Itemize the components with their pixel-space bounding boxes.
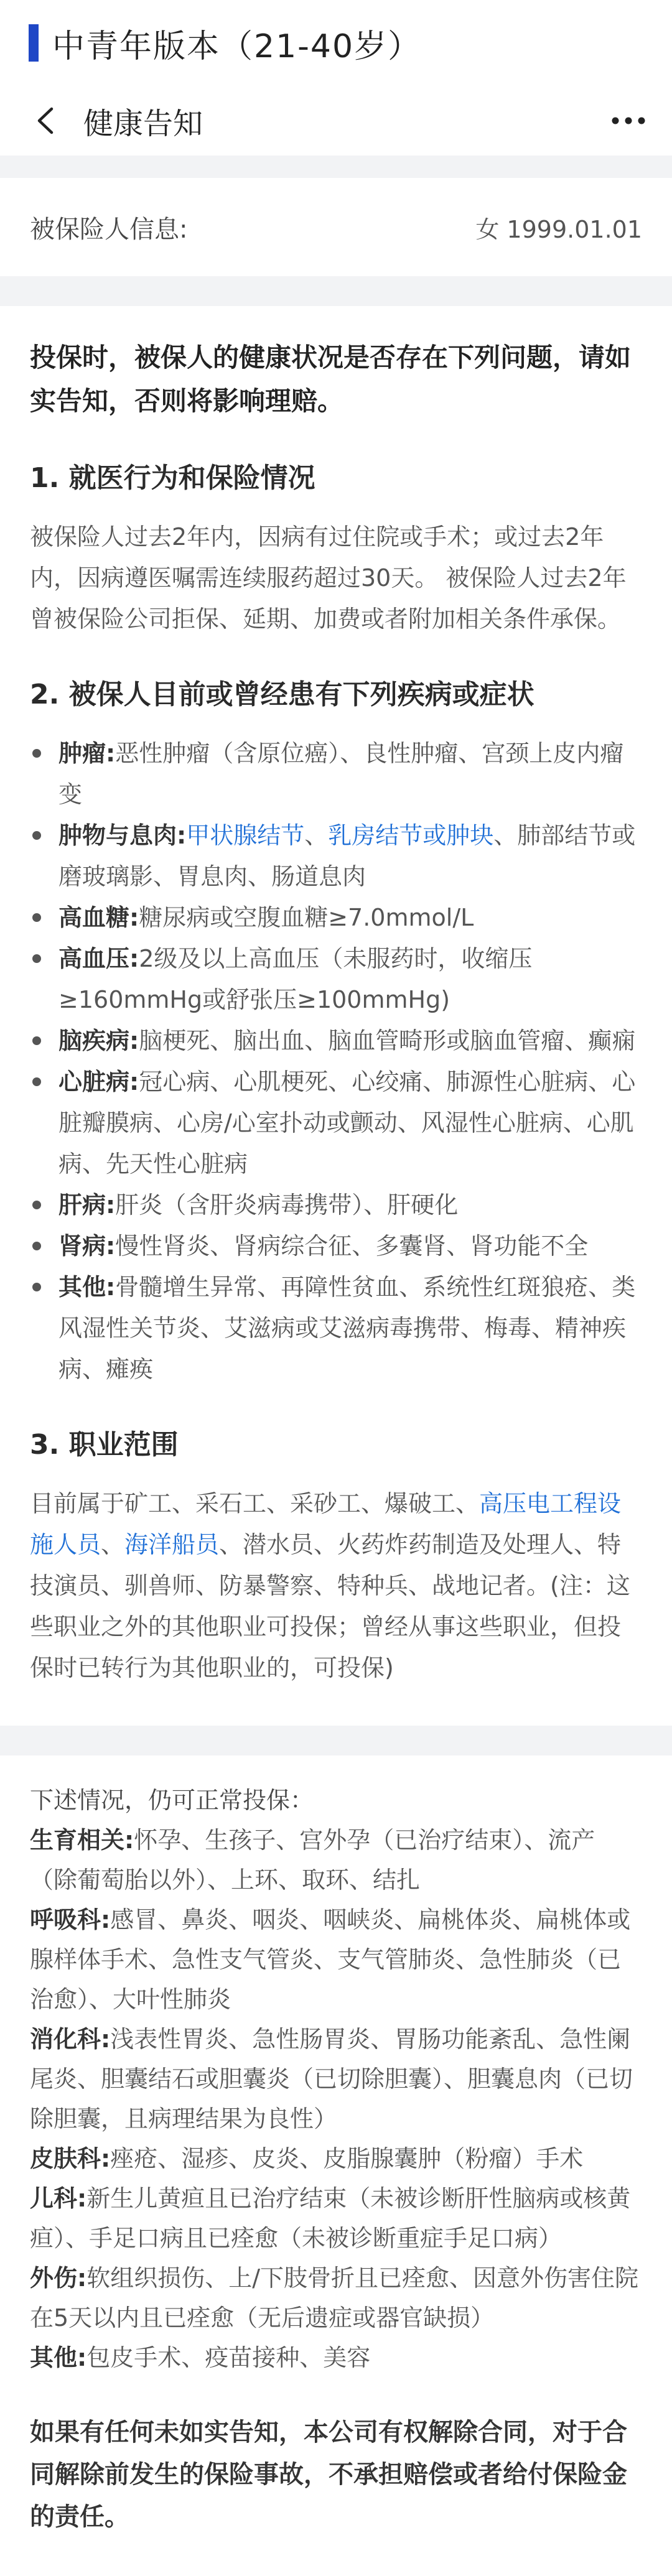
- insured-info-row: [0, 178, 672, 276]
- acceptable-item: [30, 2019, 642, 2139]
- acceptable-text: 浅表性胃炎、急性肠胃炎、胃肠功能紊乱、急性阑尾炎、胆囊结石或胆囊炎（已切除胆囊）、胆囊息肉（已切除胆囊，且病理结果为良性）: [30, 2025, 633, 2132]
- disease-list: [30, 733, 642, 1390]
- acceptable-text: 软组织损伤、上/下肢骨折且已痊愈、因意外伤害住院在5天以内且已痊愈（无后遗症或器官缺损）: [30, 2264, 639, 2332]
- marine-crew-link[interactable]: 海洋船员: [124, 1531, 220, 1558]
- section-divider: [0, 156, 672, 178]
- disease-label: 肾病:: [58, 1232, 116, 1260]
- disease-label: 肿瘤:: [58, 740, 116, 767]
- acceptable-text: 新生儿黄疸且已治疗结束（未被诊断肝性脑病或核黄疸）、手足口病且已痊愈（未被诊断重症手足口病）: [30, 2185, 631, 2252]
- acceptable-label: 消化科:: [30, 2025, 111, 2053]
- insured-info-value: 女 1999.01.01: [475, 215, 642, 243]
- disease-label: 高血糖:: [58, 904, 139, 931]
- thyroid-nodule-link[interactable]: 甲状腺结节: [186, 822, 305, 849]
- disease-text: 脑梗死、脑出血、脑血管畸形或脑血管瘤、癫痫: [139, 1027, 636, 1054]
- acceptable-text: 怀孕、生孩子、宫外孕（已治疗结束）、流产（除葡萄胎以外）、上环、取环、结扎: [30, 1826, 595, 1894]
- disease-text: 、肺部结节或磨玻璃影、胃息肉、肠道息肉: [58, 822, 636, 890]
- acceptable-text: 感冒、鼻炎、咽炎、咽峡炎、扁桃体炎、扁桃体或腺样体手术、急性支气管炎、支气管肺炎、急性肺炎（已治愈）、大叶性肺炎: [30, 1906, 631, 2013]
- bullet-dot: [32, 1283, 41, 1291]
- disease-text: 肝炎（含肝炎病毒携带）、肝硬化: [115, 1191, 459, 1219]
- disease-item-mass: [30, 815, 642, 897]
- version-title: 中青年版本（21-40岁）: [52, 27, 422, 65]
- acceptable-label: 儿科:: [30, 2185, 87, 2212]
- more-dots-icon[interactable]: [610, 105, 647, 137]
- disease-label: 其他:: [58, 1273, 116, 1301]
- occupation-text: 、潜水员、火药炸药制造及处理人、特技演员、驯兽师、防暴警察、特种兵、战地记者。(注：这些职业之外的其他职业可投保；曾经从事这些职业，但投保时已转行为其他职业的，可投保): [30, 1531, 630, 1681]
- acceptable-text: 包皮手术、疫苗接种、美容: [86, 2344, 371, 2371]
- acceptable-label: 皮肤科:: [30, 2145, 111, 2172]
- acceptable-item: [30, 2139, 642, 2178]
- disease-item-kidney: [30, 1225, 642, 1267]
- section-1-text: 被保险人过去2年内，因病有过住院或手术；或过去2年内，因病遵医嘱需连续服药超过30天。 被保险人过去2年曾被保险公司拒保、延期、加费或者附加相关条件承保。: [30, 523, 627, 633]
- acceptable-text: 痤疮、湿疹、皮炎、皮脂腺囊肿（粉瘤）手术: [110, 2145, 584, 2172]
- version-header: [0, 0, 672, 86]
- disease-text: 2级及以上高血压（未服药时，收缩压≥160mmHg或舒张压≥100mmHg): [58, 945, 533, 1013]
- disease-label: 心脏病:: [58, 1068, 139, 1095]
- bullet-dot: [32, 1036, 41, 1045]
- disease-text: 恶性肿瘤（含原位癌）、良性肿瘤、宫颈上皮内瘤变: [58, 740, 624, 808]
- disease-item-tumor: [30, 733, 642, 815]
- nav-left: [29, 100, 203, 142]
- bullet-dot: [32, 831, 41, 840]
- breast-nodule-link[interactable]: 乳房结节或肿块: [328, 822, 494, 849]
- acceptable-label: 外伤:: [30, 2264, 87, 2292]
- acceptable-intro: 下述情况，仍可正常投保：: [30, 1787, 314, 1814]
- disclosure-notice: 如果有任何未如实告知，本公司有权解除合同，对于合同解除前发生的保险事故，不承担赔偿或者给付保险金的责任。: [30, 2418, 627, 2531]
- disease-text: 骨髓增生异常、再障性贫血、系统性红斑狼疮、类风湿性关节炎、艾滋病或艾滋病毒携带、梅毒、精神疾病、瘫痪: [58, 1273, 636, 1383]
- acceptable-item: [30, 1900, 642, 2019]
- bullet-dot: [32, 954, 41, 963]
- acceptable-item: [30, 2178, 642, 2258]
- section-divider: [0, 276, 672, 306]
- bullet-dot: [32, 1242, 41, 1250]
- page-title: 健康告知: [83, 106, 203, 141]
- bullet-dot: [32, 913, 41, 922]
- insured-info-label: 被保险人信息:: [30, 215, 188, 244]
- bullet-dot: [32, 749, 41, 758]
- version-accent-bar: [29, 24, 39, 62]
- section-divider: [0, 1726, 672, 1755]
- disease-text: 冠心病、心肌梗死、心绞痛、肺源性心脏病、心脏瓣膜病、心房/心室扑动或颤动、风湿性心脏病、心肌病、先天性心脏病: [58, 1068, 636, 1178]
- disease-item-brain: [30, 1020, 642, 1061]
- disease-text: 慢性肾炎、肾病综合征、多囊肾、肾功能不全: [115, 1232, 589, 1260]
- disease-item-other: [30, 1267, 642, 1390]
- back-arrow-icon[interactable]: [29, 105, 61, 137]
- bullet-dot: [32, 1201, 41, 1209]
- acceptable-label: 呼吸科:: [30, 1906, 111, 1933]
- occupation-text: 目前属于矿工、采石工、采砂工、爆破工、: [30, 1490, 480, 1517]
- section-3-title: 3. 职业范围: [30, 1429, 179, 1461]
- disease-text: 糖尿病或空腹血糖≥7.0mmol/L: [139, 904, 474, 931]
- high-voltage-worker-link[interactable]: 高压电工程设施人员: [30, 1490, 622, 1558]
- navigation-bar: [0, 86, 672, 156]
- link-separator: 、: [304, 822, 329, 849]
- disease-label: 高血压:: [58, 945, 139, 972]
- disease-label: 脑疾病:: [58, 1027, 139, 1054]
- link-separator: 、: [101, 1531, 125, 1558]
- disease-item-heart: [30, 1061, 642, 1184]
- acceptable-item: [30, 2338, 642, 2378]
- disease-item-hyperglycemia: [30, 897, 642, 938]
- section-3-text: [30, 1483, 642, 1688]
- acceptable-conditions-section: [0, 1755, 672, 2575]
- acceptable-label: 生育相关:: [30, 1826, 134, 1854]
- disease-label: 肝病:: [58, 1191, 116, 1219]
- health-notice-lead: 投保时，被保人的健康状况是否存在下列问题，请如实告知，否则将影响理赔。: [30, 342, 632, 416]
- disease-item-liver: [30, 1184, 642, 1225]
- disease-label: 肿物与息肉:: [58, 822, 187, 849]
- bullet-dot: [32, 1077, 41, 1086]
- disease-item-hypertension: [30, 938, 642, 1020]
- health-questions-section: [0, 306, 672, 1726]
- section-2-title: 2. 被保人目前或曾经患有下列疾病或症状: [30, 679, 534, 710]
- acceptable-item: [30, 1820, 642, 1900]
- acceptable-item: [30, 2258, 642, 2338]
- section-1-title: 1. 就医行为和保险情况: [30, 462, 315, 494]
- acceptable-label: 其他:: [30, 2344, 87, 2371]
